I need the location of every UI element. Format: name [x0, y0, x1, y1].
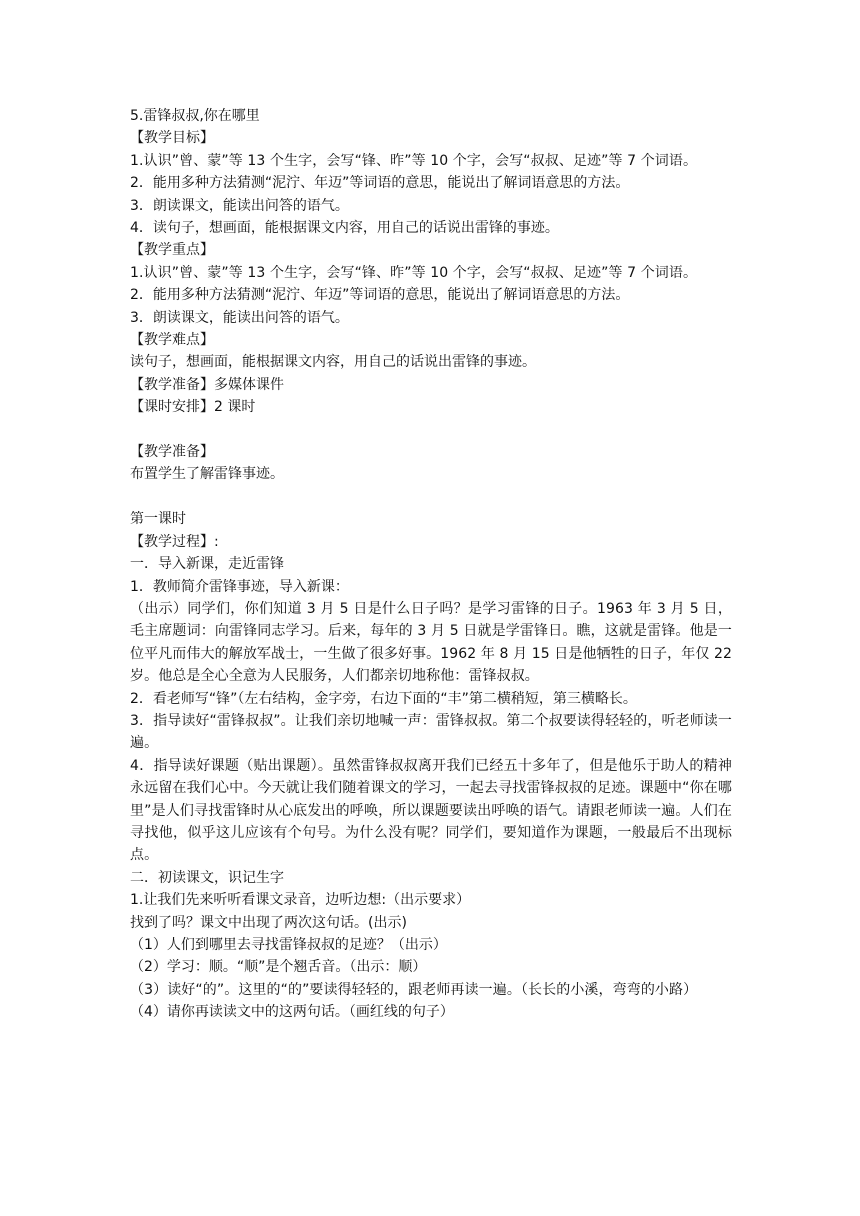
section-two-subitem: （2）学习：顺。“顺”是个翘舌音。（出示：顺）: [130, 959, 427, 976]
schedule-line: 【课时安排】2 课时: [130, 399, 256, 416]
goal-item: 1.认识”曾、蒙”等 13 个生字，会写“锋、昨”等 10 个字，会写“叔叔、足迹”等 7 个词语。: [130, 152, 698, 169]
document-body: [130, 105, 732, 1024]
section-two-subitem: （1）人们到哪里去寻找雷锋叔叔的足迹？（出示）: [130, 937, 447, 953]
section-one-item: 2．看老师写“锋”（左右结构，金字旁，右边下面的“丰”第二横稍短，第三横略长。: [130, 690, 637, 707]
key-point-item: 2．能用多种方法猜测“泥泞、年迈”等词语的意思，能说出了解词语意思的方法。: [130, 287, 630, 304]
goals-heading: 【教学目标】: [130, 130, 214, 147]
goal-item: 3．朗读课文，能读出问答的语气。: [130, 197, 349, 214]
preparation-heading: 【教学准备】: [130, 444, 214, 461]
section-two-text: 找到了吗？课文中出现了两次这句话。(出示): [130, 914, 407, 931]
blank-line: [130, 419, 732, 441]
difficulties-text: 读句子，想画面，能根据课文内容，用自己的话说出雷锋的事迹。: [130, 354, 536, 371]
section-two-subitem: （4）请你再读读文中的这两句话。（画红线的句子）: [130, 1004, 454, 1021]
key-points-heading: 【教学重点】: [130, 242, 214, 259]
preparation-text: 布置学生了解雷锋事迹。: [130, 466, 284, 483]
section-one-title: 一．导入新课，走近雷锋: [130, 556, 284, 573]
section-two-item: 1.让我们先来听听看课文录音，边听边想:（出示要求）: [130, 892, 471, 909]
section-one-item: 1．教师简介雷锋事迹，导入新课：: [130, 578, 349, 595]
lesson-title: 5.雷锋叔叔,你在哪里: [130, 108, 260, 124]
section-one-item: 4．指导读好课题（贴出课题）。虽然雷锋叔叔离开我们已经五十多年了，但是他乐于助人的精神永远留在我们心中。今天就让我们随着课文的学习，一起去寻找雷锋叔叔的足迹。课题中“你在哪里”是人们寻找雷锋时从心底发出的呼唤，所以课题要读出呼唤的语气。请跟老师读一遍。人们在寻找他，似乎这儿应该有个句号。为什么没有呢？同学们，要知道作为课题，一般最后不出现标点。: [130, 757, 732, 864]
key-point-item: 3．朗读课文，能读出问答的语气。: [130, 309, 349, 326]
key-point-item: 1.认识”曾、蒙”等 13 个生字，会写“锋、昨”等 10 个字，会写“叔叔、足迹”等 7 个词语。: [130, 264, 698, 281]
goal-item: 2．能用多种方法猜测“泥泞、年迈”等词语的意思，能说出了解词语意思的方法。: [130, 175, 630, 192]
blank-line: [130, 486, 732, 508]
process-heading: 【教学过程】:: [130, 533, 219, 550]
lesson-one-title: 第一课时: [130, 511, 186, 528]
difficulties-heading: 【教学难点】: [130, 332, 214, 349]
goal-item: 4．读句子，想画面，能根据课文内容，用自己的话说出雷锋的事迹。: [130, 220, 559, 237]
section-one-paragraph: （出示）同学们，你们知道 3 月 5 日是什么日子吗？是学习雷锋的日子。1963 年 3 月 5 日，毛主席题词：向雷锋同志学习。后来，每年的 3 月 5 日就是学雷锋日。瞧，这就是雷锋。他是一位平凡而伟大的解放军战士，一生做了很多好事。1962 年 8 月 15 日是他牺牲的日子，年仅 22 岁。他总是全心全意为人民服务，人们都亲切地称他：雷锋叔叔。: [130, 600, 732, 685]
preparation-line: 【教学准备】多媒体课件: [130, 376, 284, 393]
section-two-subitem: （3）读好“的”。这里的“的”要读得轻轻的，跟老师再读一遍。（长长的小溪，弯弯的小路）: [130, 981, 698, 998]
section-one-item: 3．指导读好“雷锋叔叔”。让我们亲切地喊一声：雷锋叔叔。第二个叔要读得轻轻的，听老师读一遍。: [130, 712, 732, 752]
section-two-title: 二．初读课文，识记生字: [130, 869, 284, 886]
